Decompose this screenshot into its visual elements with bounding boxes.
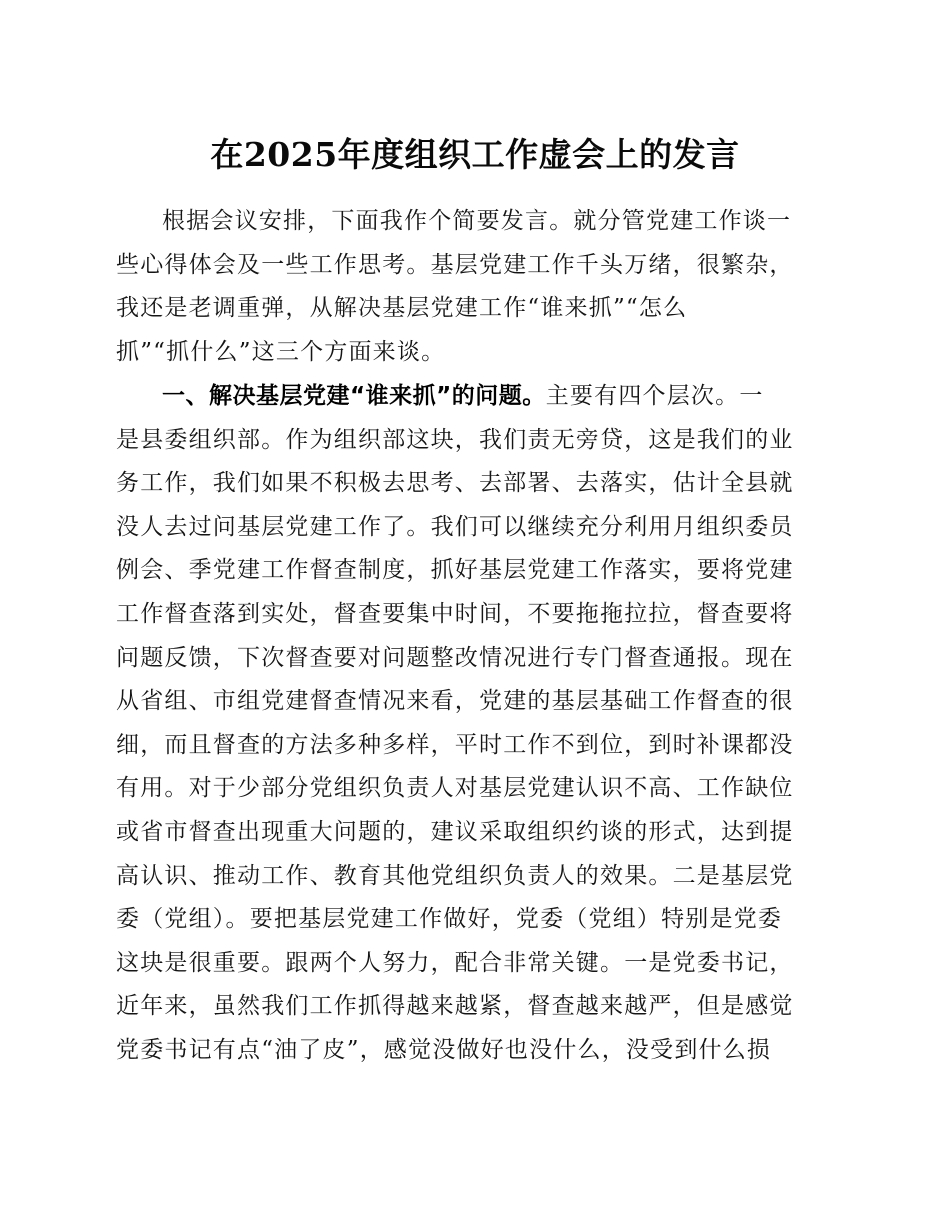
paragraph-line: 或省市督查出现重大问题的，建议采取组织约谈的形式，达到提	[116, 818, 794, 845]
document-title: 在2025年度组织工作虚会上的发言	[210, 135, 740, 174]
paragraph-line-rest: 主要有四个层次。一	[545, 383, 764, 409]
paragraph-line: 我还是老调重弹，从解决基层党建工作“谁来抓”“怎么	[116, 295, 688, 322]
paragraph-line: 抓”“抓什么”这三个方面来谈。	[116, 338, 446, 365]
paragraph-first-line	[116, 375, 816, 419]
section-heading: 一、解决基层党建“谁来抓”的问题。	[162, 383, 546, 409]
paragraph-line: 这块是很重要。跟两个人努力，配合非常关键。一是党委书记，	[116, 949, 794, 976]
paragraph-line: 高认识、推动工作、教育其他党组织负责人的效果。二是基层党	[116, 862, 794, 889]
paragraph-line: 有用。对于少部分党组织负责人对基层党建认识不高、工作缺位	[116, 775, 794, 802]
paragraph-line: 委（党组）。要把基层党建工作做好，党委（党组）特别是党委	[116, 906, 783, 933]
paragraph-line: 些心得体会及一些工作思考。基层党建工作千头万绪，很繁杂，	[116, 251, 794, 278]
paragraph-section-one	[116, 375, 816, 1073]
paragraph-line: 近年来，虽然我们工作抓得越来越紧，督查越来越严，但是感觉	[116, 993, 794, 1020]
paragraph-line: 例会、季党建工作督查制度，抓好基层党建工作落实，要将党建	[116, 557, 794, 584]
paragraph-line: 工作督查落到实处，督查要集中时间，不要拖拖拉拉，督查要将	[116, 600, 794, 627]
paragraph-line: 没人去过问基层党建工作了。我们可以继续充分利用月组织委员	[116, 513, 794, 540]
paragraph-line: 务工作，我们如果不积极去思考、去部署、去落实，估计全县就	[116, 470, 794, 497]
paragraph-line: 问题反馈，下次督查要对问题整改情况进行专门督查通报。现在	[116, 644, 794, 671]
paragraph-intro	[116, 200, 816, 374]
paragraph-line: 细，而且督查的方法多种多样，平时工作不到位，到时补课都没	[116, 731, 794, 758]
paragraph-line: 从省组、市组党建督查情况来看，党建的基层基础工作督查的很	[116, 688, 794, 715]
paragraph-line: 根据会议安排，下面我作个简要发言。就分管党建工作谈一	[162, 208, 792, 234]
paragraph-line: 是县委组织部。作为组织部这块，我们责无旁贷，这是我们的业	[116, 426, 794, 453]
paragraph-line: 党委书记有点“油了皮”，感觉没做好也没什么，没受到什么损	[116, 1036, 772, 1063]
